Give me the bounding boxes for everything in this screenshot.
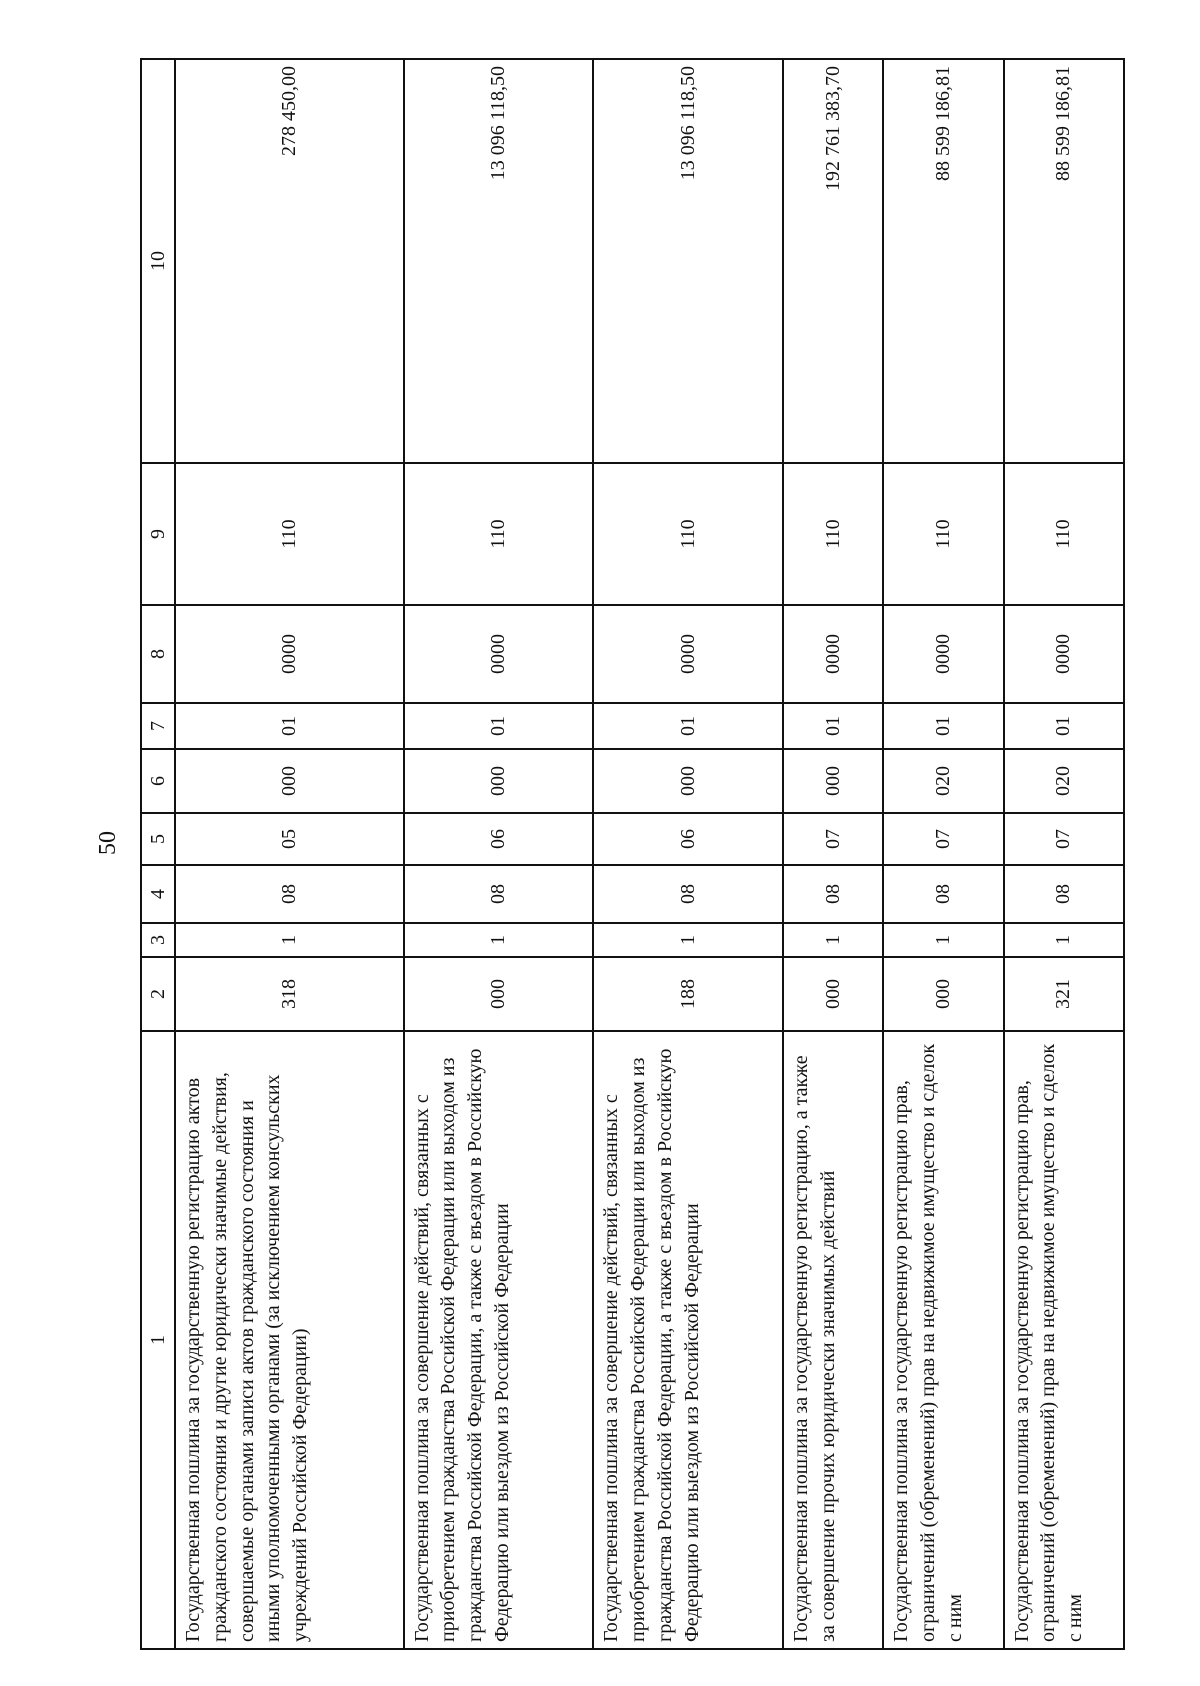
group-code-cell: 1 (1004, 923, 1125, 957)
table-row (783, 59, 883, 1649)
budget-revenue-table (140, 58, 1125, 1650)
admin-code-cell: 000 (883, 957, 1003, 1031)
subarticle-code-cell: 000 (783, 749, 883, 813)
classification-code-cell: 110 (1004, 463, 1125, 605)
subarticle-code-cell: 000 (593, 749, 783, 813)
revenue-description-cell: Государственная пошлина за государственную регистрацию прав, ограничений (обременений) прав на недвижимое имущество и сделок с ним (883, 1031, 1003, 1649)
group-code-cell: 1 (883, 923, 1003, 957)
element-code-cell: 01 (404, 703, 594, 749)
classification-code-cell: 110 (404, 463, 594, 605)
column-number-header: 10 (141, 59, 175, 463)
amount-cell: 13 096 118,50 (404, 59, 594, 463)
column-number-header: 6 (141, 749, 175, 813)
admin-code-cell: 188 (593, 957, 783, 1031)
classification-code-cell: 110 (175, 463, 404, 605)
program-code-cell: 0000 (883, 605, 1003, 703)
subarticle-code-cell: 020 (883, 749, 1003, 813)
subgroup-code-cell: 08 (404, 865, 594, 923)
revenue-description-cell: Государственная пошлина за государственную регистрацию прав, ограничений (обременений) прав на недвижимое имущество и сделок с ним (1004, 1031, 1125, 1649)
revenue-description-cell: Государственная пошлина за государственную регистрацию актов гражданского состояния и другие юридически значимые действия, совершаемые органами записи актов гражданского состояния и иными уполномоченными органами (за исключением консульских учреждений Российской Федерации) (175, 1031, 404, 1649)
column-number-header: 1 (141, 1031, 175, 1649)
element-code-cell: 01 (783, 703, 883, 749)
classification-code-cell: 110 (783, 463, 883, 605)
column-number-header: 3 (141, 923, 175, 957)
amount-cell: 192 761 383,70 (783, 59, 883, 463)
rotated-table-frame (140, 60, 1125, 1650)
column-number-header: 4 (141, 865, 175, 923)
program-code-cell: 0000 (593, 605, 783, 703)
table-row (175, 59, 404, 1649)
program-code-cell: 0000 (175, 605, 404, 703)
subarticle-code-cell: 020 (1004, 749, 1125, 813)
element-code-cell: 01 (175, 703, 404, 749)
classification-code-cell: 110 (593, 463, 783, 605)
admin-code-cell: 321 (1004, 957, 1125, 1031)
article-code-cell: 06 (593, 813, 783, 865)
amount-cell: 88 599 186,81 (883, 59, 1003, 463)
subarticle-code-cell: 000 (175, 749, 404, 813)
column-number-header: 5 (141, 813, 175, 865)
amount-cell: 88 599 186,81 (1004, 59, 1125, 463)
table-row (404, 59, 594, 1649)
rotated-table-area (140, 60, 1125, 1650)
subgroup-code-cell: 08 (783, 865, 883, 923)
revenue-description-cell: Государственная пошлина за государственную регистрацию, а также за совершение прочих юридически значимых действий (783, 1031, 883, 1649)
table-row (883, 59, 1003, 1649)
admin-code-cell: 318 (175, 957, 404, 1031)
classification-code-cell: 110 (883, 463, 1003, 605)
column-number-header: 8 (141, 605, 175, 703)
subarticle-code-cell: 000 (404, 749, 594, 813)
article-code-cell: 06 (404, 813, 594, 865)
amount-cell: 278 450,00 (175, 59, 404, 463)
article-code-cell: 07 (1004, 813, 1125, 865)
group-code-cell: 1 (404, 923, 594, 957)
group-code-cell: 1 (783, 923, 883, 957)
subgroup-code-cell: 08 (593, 865, 783, 923)
article-code-cell: 07 (783, 813, 883, 865)
article-code-cell: 05 (175, 813, 404, 865)
element-code-cell: 01 (1004, 703, 1125, 749)
table-row (1004, 59, 1125, 1649)
admin-code-cell: 000 (783, 957, 883, 1031)
table-row (593, 59, 783, 1649)
amount-cell: 13 096 118,50 (593, 59, 783, 463)
column-number-header: 2 (141, 957, 175, 1031)
admin-code-cell: 000 (404, 957, 594, 1031)
element-code-cell: 01 (593, 703, 783, 749)
column-number-header: 7 (141, 703, 175, 749)
program-code-cell: 0000 (1004, 605, 1125, 703)
revenue-description-cell: Государственная пошлина за совершение действий, связанных с приобретением гражданства Российской Федерации или выходом из гражданства Российской Федерации, а также с въездом в Российскую Федерацию или выездом из Российской Федерации (593, 1031, 783, 1649)
page-number: 50 (95, 831, 121, 855)
column-number-header-row (141, 59, 175, 1649)
subgroup-code-cell: 08 (883, 865, 1003, 923)
program-code-cell: 0000 (783, 605, 883, 703)
program-code-cell: 0000 (404, 605, 594, 703)
element-code-cell: 01 (883, 703, 1003, 749)
subgroup-code-cell: 08 (175, 865, 404, 923)
group-code-cell: 1 (593, 923, 783, 957)
article-code-cell: 07 (883, 813, 1003, 865)
subgroup-code-cell: 08 (1004, 865, 1125, 923)
revenue-description-cell: Государственная пошлина за совершение действий, связанных с приобретением гражданства Российской Федерации или выходом из гражданства Российской Федерации, а также с въездом в Российскую Федерацию или выездом из Российской Федерации (404, 1031, 594, 1649)
group-code-cell: 1 (175, 923, 404, 957)
column-number-header: 9 (141, 463, 175, 605)
